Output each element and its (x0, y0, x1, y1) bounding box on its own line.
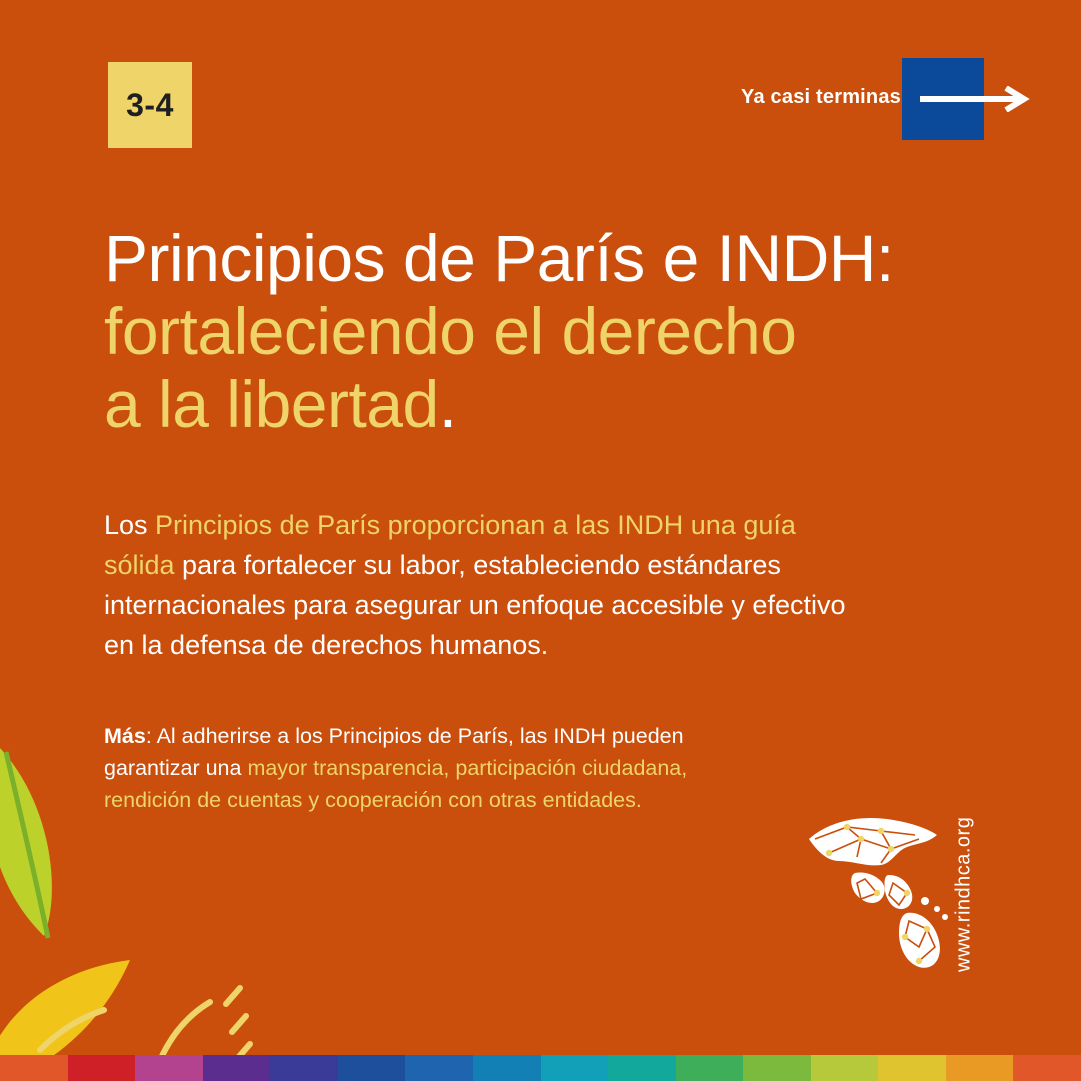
more-label: Más (104, 724, 146, 748)
color-bar-segment-13 (878, 1055, 946, 1081)
color-bar-segment-6 (405, 1055, 473, 1081)
color-bar-segment-7 (473, 1055, 541, 1081)
more-highlight: mayor transparencia, participación ciudadana, rendición de cuentas y cooperación con otras entidades. (104, 756, 688, 812)
headline-period: . (438, 367, 457, 441)
color-bar-segment-9 (608, 1055, 676, 1081)
color-bar-segment-4 (270, 1055, 338, 1081)
step-badge-label: 3-4 (126, 86, 174, 123)
page-title (104, 222, 924, 441)
headline-line-1: Principios de París e INDH: (104, 221, 894, 295)
color-bar-segment-3 (203, 1055, 271, 1081)
color-bar-segment-5 (338, 1055, 406, 1081)
site-url[interactable]: www.rindhca.org (952, 816, 975, 973)
arrow-right-icon[interactable] (920, 86, 1032, 112)
color-bar-segment-10 (676, 1055, 744, 1081)
headline-line-3: a la libertad (104, 367, 439, 441)
step-badge (108, 62, 192, 148)
color-bar-segment-12 (811, 1055, 879, 1081)
footer-color-bar (0, 1055, 1081, 1081)
more-paragraph (104, 720, 704, 816)
body-part-2: para fortalecer su labor, estableciendo estándares internacionales para asegurar un enfoque accesible y efectivo en la defensa de derechos humanos. (104, 550, 846, 660)
color-bar-segment-2 (135, 1055, 203, 1081)
more-part-1: : Al adherirse a los Principios de París, las INDH pueden garantizar una (104, 724, 684, 780)
body-paragraph (104, 505, 864, 665)
color-bar-segment-8 (541, 1055, 609, 1081)
color-bar-segment-15 (1013, 1055, 1081, 1081)
body-highlight-1: Principios de París proporcionan a las INDH una guía sólida (104, 510, 796, 580)
americas-map-logo (795, 805, 965, 975)
color-bar-segment-1 (68, 1055, 136, 1081)
next-label: Ya casi terminas (741, 86, 901, 108)
body-part-1: Los (104, 510, 156, 540)
color-bar-segment-11 (743, 1055, 811, 1081)
color-bar-segment-14 (946, 1055, 1014, 1081)
color-bar-segment-0 (0, 1055, 68, 1081)
headline-line-2: fortaleciendo el derecho (104, 294, 797, 368)
green-leaf-decoration (0, 740, 112, 960)
